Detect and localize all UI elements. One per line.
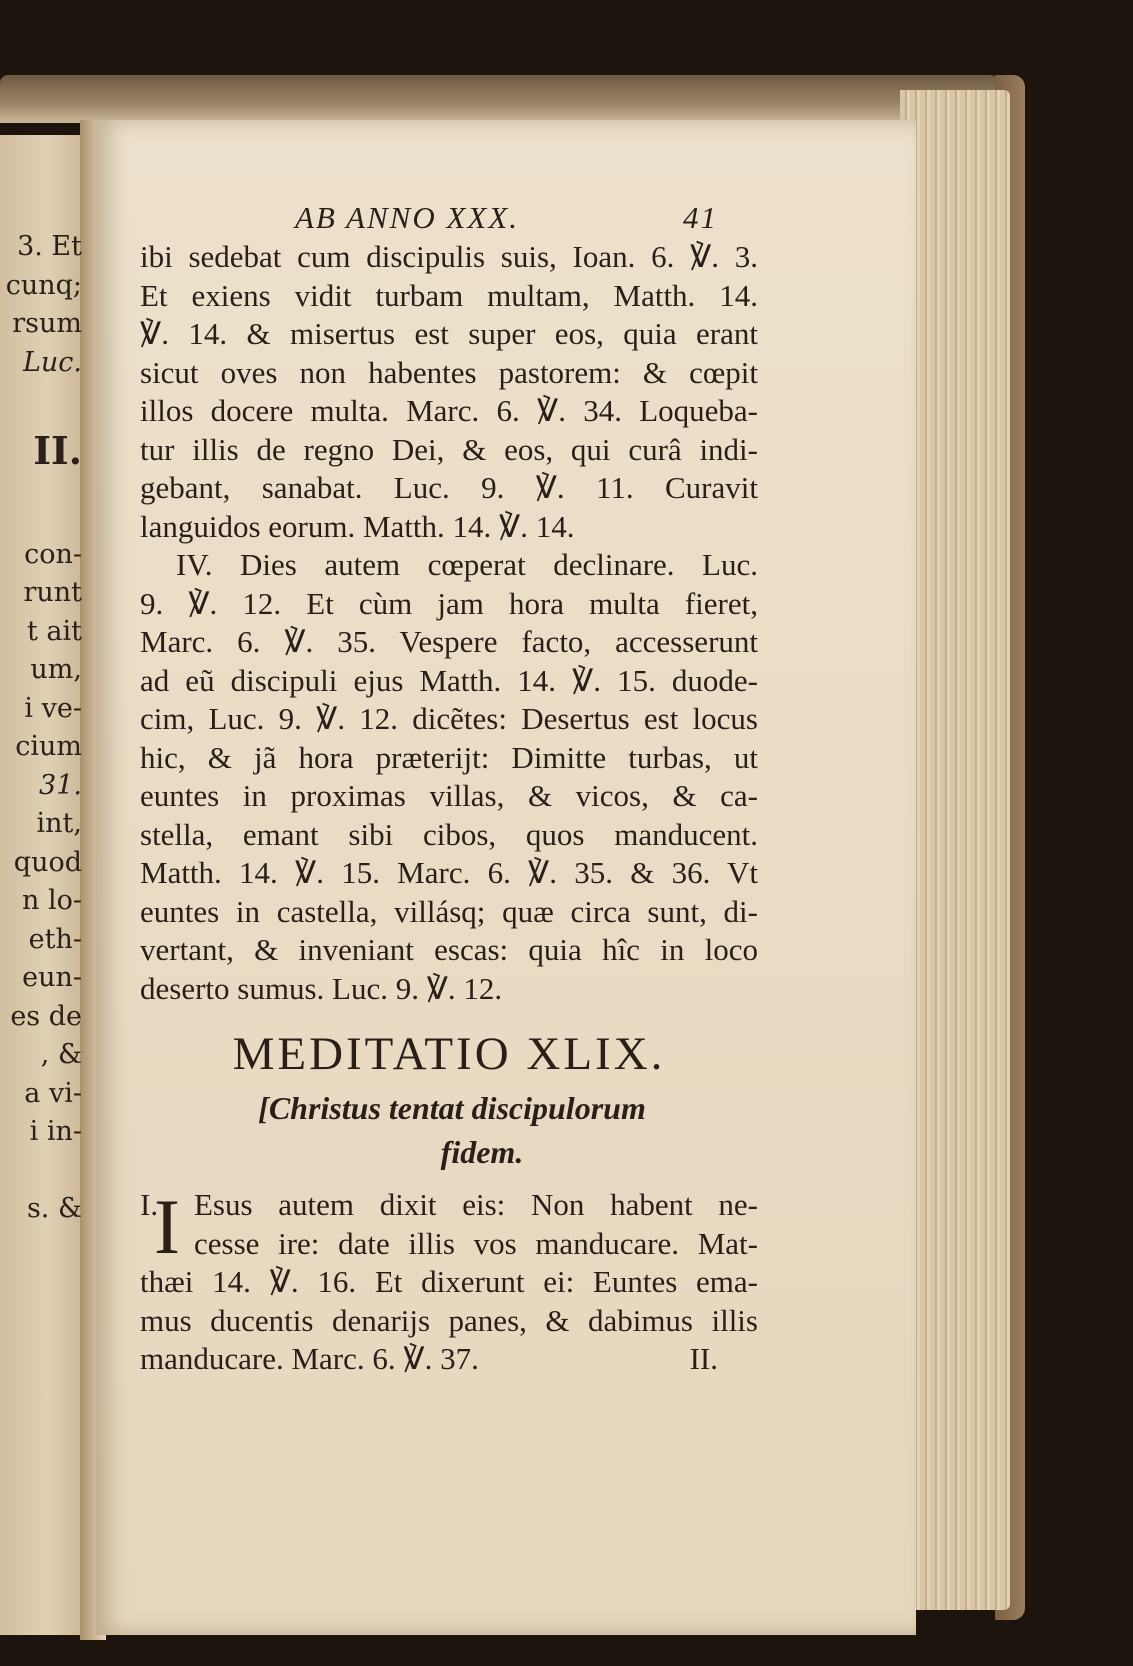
left-fragment: [0, 481, 82, 536]
text-line: IV. Dies autem cœperat declinare. Luc.: [176, 547, 758, 582]
text-line: euntes in proximas villas, & vicos, & ca-: [140, 778, 758, 813]
catchword: II.: [689, 1341, 718, 1376]
text-line: languidos eorum. Matth. 14. ℣. 14.: [140, 508, 575, 544]
text-line: gebant, sanabat. Luc. 9. ℣. 11. Curavit: [140, 470, 758, 505]
first-line-text: Esus autem dixit eis: Non habent ne-: [194, 1187, 758, 1222]
page-header: [140, 200, 758, 238]
text-line: vertant, & inveniant escas: quia hîc in loco: [140, 932, 758, 967]
left-fragment: con-: [24, 538, 82, 570]
left-fragment: eth-: [28, 923, 82, 955]
section-numeral: I.: [140, 1187, 159, 1222]
left-fragment: cium: [15, 731, 82, 762]
text-line: cesse ire: date illis vos manducare. Mat-: [194, 1225, 758, 1261]
text-line: hic, & jã hora præterijt: Dimitte turbas, ut: [140, 739, 758, 775]
left-fragment: um,: [30, 654, 82, 685]
left-fragment: i in-: [29, 1116, 82, 1147]
meditation-subtitle: [140, 1086, 758, 1174]
left-fragment: quod: [13, 846, 82, 878]
text-line: sicut oves non habentes pastorem: & cœpit: [140, 354, 758, 390]
page-number: 41: [683, 200, 718, 235]
left-fragment: cunq;: [5, 269, 82, 301]
left-fragment: s. &: [26, 1193, 82, 1224]
left-fragment: rsum: [12, 308, 82, 339]
page-fore-edge: [900, 90, 1010, 1610]
text-line: 9. ℣. 12. Et cùm jam hora multa fieret,: [140, 585, 758, 621]
meditation-paragraph: [140, 1183, 758, 1379]
text-line: euntes in castella, villásq; quæ circa sunt, di-: [140, 893, 758, 929]
text-line: [140, 1186, 758, 1225]
text-line: mus ducentis denarijs panes, & dabimus illis: [140, 1302, 758, 1338]
left-fragment: 3. Et: [17, 231, 82, 262]
text-line: deserto sumus. Luc. 9. ℣. 12.: [140, 970, 503, 1006]
left-fragment: , &: [40, 1039, 82, 1070]
left-page-text: [0, 228, 82, 1229]
final-line: [140, 1340, 758, 1379]
text-line: ℣. 14. & misertus est super eos, quia erant: [140, 316, 758, 351]
text-line: thæi 14. ℣. 16. Et dixerunt ei: Euntes ema-: [140, 1264, 758, 1299]
left-fragment: t ait: [26, 615, 82, 647]
left-fragment: [0, 382, 82, 421]
left-fragment: a vi-: [24, 1077, 82, 1109]
text-line-last: manducare. Marc. 6. ℣. 37.: [140, 1341, 479, 1376]
text-line: stella, emant sibi cibos, quos manducent.: [140, 816, 758, 852]
text-line: ibi sedebat cum discipulis suis, Ioan. 6. ℣. 3.: [140, 239, 758, 274]
left-fragment: int,: [36, 808, 82, 839]
running-title: AB ANNO XXX.: [295, 200, 520, 235]
text-line: Matth. 14. ℣. 15. Marc. 6. ℣. 35. & 36. Vt: [140, 855, 758, 890]
subtitle-line: fidem.: [440, 1134, 524, 1170]
left-fragment: i ve-: [24, 692, 82, 724]
text-line: Marc. 6. ℣. 35. Vespere facto, accesserunt: [140, 624, 758, 659]
meditation-title: MEDITATIO XLIX.: [232, 1028, 666, 1080]
text-line: Et exiens vidit turbam multam, Matth. 14.: [140, 277, 758, 313]
book-top-edge: [0, 75, 1000, 123]
drop-capital: I: [154, 1183, 180, 1270]
left-fragment: eun-: [22, 962, 82, 993]
left-fragment: [0, 1152, 82, 1191]
subtitle-line: [Christus tentat discipulorum: [258, 1090, 646, 1126]
text-line: ad eũ discipuli ejus Matth. 14. ℣. 15. duode-: [140, 662, 758, 698]
left-fragment: II.: [33, 427, 82, 473]
left-fragment: Luc.: [22, 346, 82, 378]
left-fragment: 31.: [39, 769, 82, 801]
left-fragment: es de: [10, 1000, 82, 1032]
right-page-text: [140, 200, 758, 1379]
text-line: illos docere multa. Marc. 6. ℣. 34. Loqueba-: [140, 393, 758, 428]
left-fragment: runt: [23, 577, 82, 608]
text-line: cim, Luc. 9. ℣. 12. dicẽtes: Desertus est locus: [140, 701, 758, 736]
left-fragment: n lo-: [22, 885, 82, 916]
text-line: tur illis de regno Dei, & eos, qui curâ indi-: [140, 431, 758, 467]
